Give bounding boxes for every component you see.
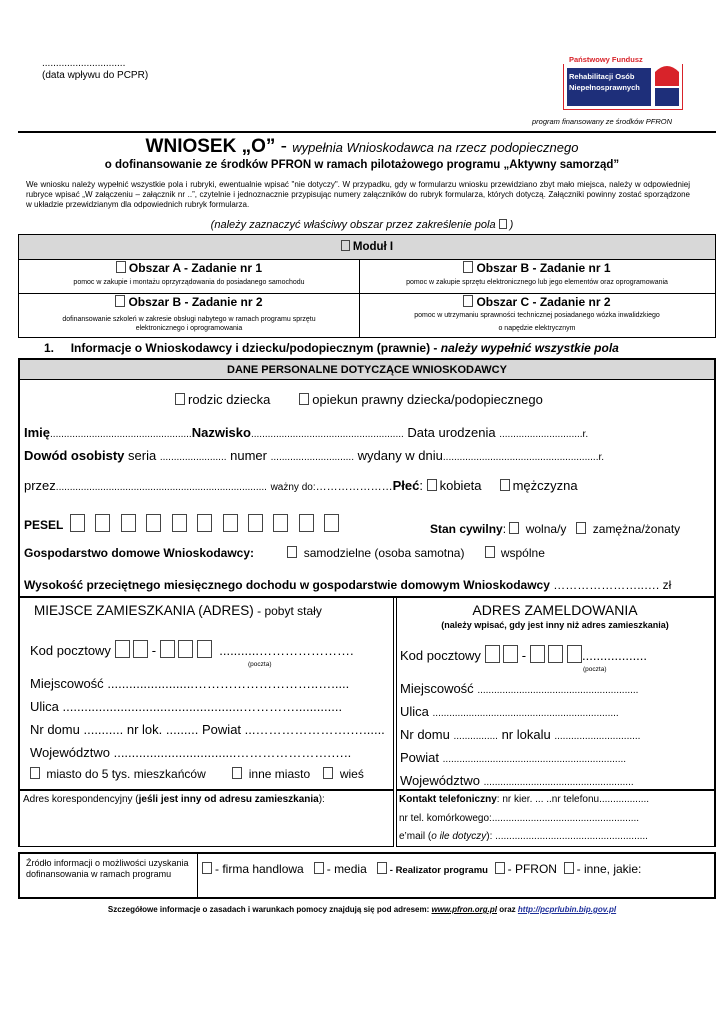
phone-field: : nr kier. ... ..nr telefonu.................. bbox=[496, 794, 650, 805]
reg-postcode-digit[interactable] bbox=[567, 645, 582, 663]
src-media-checkbox[interactable] bbox=[314, 862, 324, 874]
household-label: Gospodarstwo domowe Wnioskodawcy: bbox=[24, 546, 255, 560]
email-italic: o ile dotyczy bbox=[431, 831, 487, 842]
reg-postcode-digit[interactable] bbox=[530, 645, 545, 663]
marital-row: Stan cywilny: wolna/y zamężna/żonaty bbox=[430, 522, 681, 536]
footer bbox=[0, 905, 724, 914]
footer-link-pfron[interactable]: www.pfron.org.pl bbox=[431, 905, 497, 914]
female-checkbox[interactable] bbox=[427, 479, 437, 491]
household-shared-checkbox[interactable] bbox=[485, 546, 495, 558]
reg-voiv-field[interactable]: ...................................................... bbox=[483, 777, 634, 788]
phone-label: Kontakt telefoniczny bbox=[399, 794, 497, 805]
res-street-field[interactable]: ..................................................…………............. bbox=[62, 699, 343, 714]
res-postcode-row: Kod pocztowy - ...........…………………. bbox=[30, 640, 354, 658]
village-label: wieś bbox=[339, 767, 364, 781]
personal-data-box bbox=[18, 358, 716, 598]
female-label: kobieta bbox=[439, 478, 482, 493]
pesel-digit[interactable] bbox=[299, 514, 314, 532]
household-shared-label: wspólne bbox=[500, 546, 545, 560]
email-row[interactable] bbox=[399, 831, 648, 842]
pesel-digit[interactable] bbox=[273, 514, 288, 532]
marital-label: Stan cywilny bbox=[430, 522, 503, 536]
note-checkbox bbox=[499, 219, 507, 229]
header-rule bbox=[18, 131, 716, 133]
reg-postcode-digit[interactable] bbox=[503, 645, 518, 663]
male-label: mężczyzna bbox=[512, 478, 578, 493]
date-dots: .............................. bbox=[42, 58, 126, 69]
a1-title: Obszar A - Zadanie nr 1 bbox=[128, 261, 263, 275]
mark-note: (należy zaznaczyć właściwy obszar przez zakreślenie pola bbox=[210, 219, 496, 231]
pesel-digit[interactable] bbox=[121, 514, 136, 532]
valid-to-field[interactable]: ………………… bbox=[315, 481, 393, 493]
a1-checkbox[interactable] bbox=[116, 261, 126, 273]
married-label: zamężna/żonaty bbox=[592, 522, 681, 536]
income-unit: zł bbox=[662, 578, 672, 592]
personal-header: DANE PERSONALNE DOTYCZĄCE WNIOSKODAWCY bbox=[20, 360, 714, 380]
reg-post-field[interactable]: .................. bbox=[582, 648, 648, 663]
mobile-row[interactable]: nr tel. komórkowego:..................................................... bbox=[399, 813, 640, 824]
logo-line1: Państwowy Fundusz bbox=[569, 55, 643, 64]
title-dash: - bbox=[275, 136, 293, 157]
logo-line3: Niepełnosprawnych bbox=[569, 83, 640, 92]
reg-city-row bbox=[400, 681, 638, 696]
section1-number: 1. bbox=[44, 341, 55, 355]
res-postcode-label: Kod pocztowy bbox=[30, 643, 111, 658]
id-series-label: seria bbox=[128, 448, 157, 463]
reg-county-field[interactable]: .................................................................. bbox=[442, 754, 627, 765]
last-name-field[interactable]: ....................................................... bbox=[250, 429, 404, 440]
reg-city-label: Miejscowość bbox=[400, 681, 474, 696]
section1-title: Informacje o Wnioskodawcy i dziecku/podopiecznym (prawnie) - bbox=[70, 341, 441, 355]
pesel-digit[interactable] bbox=[223, 514, 238, 532]
res-street-row bbox=[30, 699, 342, 714]
b2-desc: dofinansowanie szkoleń w zakresie obsługi nabytego w ramach programu sprzętu elektronicznego i oprogramowania bbox=[62, 316, 316, 332]
pesel-row bbox=[24, 514, 339, 534]
village-checkbox[interactable] bbox=[323, 767, 333, 779]
form-title bbox=[0, 136, 724, 158]
reg-postcode-row: Kod pocztowy - .................. bbox=[400, 645, 647, 663]
mark-note-line: (należy zaznaczyć właściwy obszar przez zakreślenie pola ) bbox=[210, 219, 514, 231]
role-parent-label: rodzic dziecka bbox=[188, 392, 271, 407]
pesel-digit[interactable] bbox=[70, 514, 85, 532]
town-small-label: miasto do 5 tys. mieszkańców bbox=[46, 767, 206, 781]
footer-mid: oraz bbox=[497, 905, 518, 914]
src-realizer-checkbox[interactable] bbox=[377, 862, 387, 874]
id-doc-label: Dowód osobisty bbox=[24, 448, 125, 463]
name-row bbox=[24, 425, 710, 440]
role-options bbox=[175, 392, 543, 407]
program-note: program finansowany ze środków PFRON bbox=[532, 117, 673, 126]
area-a1[interactable] bbox=[19, 261, 359, 275]
c2-desc1: pomoc w utrzymaniu sprawności technicznej posiadanego wózka inwalidzkiego bbox=[414, 312, 660, 319]
reg-voiv-label: Województwo bbox=[400, 773, 480, 788]
reg-flat-label: nr lokalu bbox=[501, 727, 551, 742]
first-name-field[interactable]: ................................................... bbox=[50, 429, 192, 440]
date-label: (data wpływu do PCPR) bbox=[42, 70, 149, 81]
pfron-logo bbox=[563, 50, 683, 110]
corr-label: Adres korespondencyjny ( bbox=[23, 794, 139, 805]
contact-box bbox=[396, 789, 716, 847]
income-field[interactable]: …………………..…. bbox=[553, 578, 660, 592]
town-checkbox[interactable] bbox=[232, 767, 242, 779]
res-city-field[interactable]: ........................………………………..…..... bbox=[107, 676, 350, 691]
registration-note: (należy wpisać, gdy jest inny niż adres zamieszkania) bbox=[441, 620, 669, 630]
src-other-label: - inne, jakie: bbox=[576, 862, 642, 876]
pesel-digit[interactable] bbox=[197, 514, 212, 532]
reg-voiv-row bbox=[400, 773, 634, 788]
id-row bbox=[24, 448, 604, 463]
src-company-label: - firma handlowa bbox=[215, 862, 304, 876]
reg-county-row bbox=[400, 750, 626, 765]
reg-street-label: Ulica bbox=[400, 704, 429, 719]
b1-title: Obszar B - Zadanie nr 1 bbox=[476, 261, 611, 275]
source-box bbox=[18, 852, 716, 899]
registration-title: ADRES ZAMELDOWANIA bbox=[472, 602, 638, 618]
sex-label: Płeć bbox=[392, 478, 420, 493]
reg-city-field[interactable]: .......................................................... bbox=[477, 685, 639, 696]
logo-line2: Rehabilitacji Osób bbox=[569, 72, 635, 81]
module-table bbox=[18, 234, 716, 338]
town-label: inne miasto bbox=[248, 767, 311, 781]
role-guardian-checkbox[interactable] bbox=[299, 393, 309, 405]
res-county-label: Powiat bbox=[202, 722, 242, 737]
title-line2: o dofinansowanie ze środków PFRON w ramach pilotażowego programu „Aktywny samorząd” bbox=[104, 159, 620, 171]
res-flat-field[interactable]: ......... bbox=[165, 722, 199, 737]
res-locality-row bbox=[30, 767, 364, 781]
pesel-label: PESEL bbox=[24, 518, 64, 532]
reg-postcode-digit[interactable] bbox=[548, 645, 563, 663]
last-name-label: Nazwisko bbox=[191, 425, 251, 440]
household-alone-checkbox[interactable] bbox=[287, 546, 297, 558]
src-company-checkbox[interactable] bbox=[202, 862, 212, 874]
correspondence-box[interactable] bbox=[18, 789, 394, 847]
reg-street-row bbox=[400, 704, 619, 719]
single-checkbox[interactable] bbox=[509, 522, 519, 534]
area-c2[interactable] bbox=[359, 295, 715, 309]
section1-title-italic: należy wypełnić wszystkie pola bbox=[440, 341, 619, 355]
email-pre: e’mail ( bbox=[399, 831, 432, 842]
source-label: Źródło informacji o możliwości uzyskania dofinansowania w ramach programu bbox=[26, 858, 189, 879]
pesel-digit[interactable] bbox=[248, 514, 263, 532]
c2-desc2: o napędzie elektrycznym bbox=[498, 325, 576, 332]
src-realizer-label: - Realizator programu bbox=[389, 865, 488, 876]
residence-title-main: MIEJSCE ZAMIESZKANIA (ADRES) bbox=[34, 603, 254, 618]
id-series-field[interactable]: ........................ bbox=[159, 452, 227, 463]
module-checkbox[interactable] bbox=[341, 240, 350, 251]
footer-text: Szczegółowe informacje o zasadach i warunkach pomocy znajdują się pod adresem: bbox=[107, 905, 432, 914]
res-county-field[interactable]: ...………………….…...... bbox=[244, 722, 385, 737]
id-issued-label: wydany w dniu bbox=[357, 448, 443, 463]
a1-desc: pomoc w zakupie i montażu oprzyrządowania do posiadanego samochodu bbox=[73, 279, 305, 286]
correspondence-label bbox=[23, 794, 325, 805]
res-flat-label: nr lok. bbox=[126, 722, 163, 737]
pesel-digit[interactable] bbox=[95, 514, 110, 532]
src-media-label: - media bbox=[326, 862, 367, 876]
male-checkbox[interactable] bbox=[500, 479, 510, 491]
src-other-checkbox[interactable] bbox=[564, 862, 574, 874]
res-street-label: Ulica bbox=[30, 699, 59, 714]
instructions: We wniosku należy wypełnić wszystkie pola i rubryki, ewentualnie wpisać "nie dotyczy". W przypadku, gdy w formularzu wniosku przewidziano zbyt mało miejsca, należy w odpowiedniej rubryce wpisać „W załączeniu – załącznik nr ..”, czytelnie i jednoznacznie przypisując numery załączników do rubryk formularza, których dotyczą. Załączniki powinny zostać sporządzone w układzie przewidzianym dla odpowiednich rubryk formularza. bbox=[26, 180, 690, 209]
b1-checkbox[interactable] bbox=[463, 261, 473, 273]
section1-heading bbox=[44, 341, 619, 355]
residence-title bbox=[34, 603, 322, 618]
issuer-field[interactable]: ............................................................................ bbox=[55, 482, 267, 493]
res-postcode-digit[interactable] bbox=[115, 640, 130, 658]
id-number-label: numer bbox=[230, 448, 267, 463]
household-row bbox=[24, 546, 545, 560]
income-row bbox=[24, 578, 671, 592]
b1-desc: pomoc w zakupie sprzętu elektronicznego lub jego elementów oraz oprogramowania bbox=[406, 279, 668, 286]
role-parent-checkbox[interactable] bbox=[175, 393, 185, 405]
reg-flat-field[interactable]: ............................... bbox=[554, 731, 641, 742]
pesel-digit[interactable] bbox=[172, 514, 187, 532]
phone-row[interactable] bbox=[399, 794, 649, 805]
b2-title: Obszar B - Zadanie nr 2 bbox=[128, 295, 263, 309]
issuer-row: przez............................................................................ ważny do:…………………Płeć: kobieta mężczyzna bbox=[24, 478, 578, 493]
issuer-label: przez bbox=[24, 478, 56, 493]
reg-house-row bbox=[400, 727, 640, 742]
res-voiv-field[interactable]: ..................................………………….….. bbox=[113, 745, 352, 760]
residence-box bbox=[18, 596, 394, 791]
married-checkbox[interactable] bbox=[576, 522, 586, 534]
corr-bold: jeśli jest inny od adresu zamieszkania bbox=[138, 794, 319, 805]
res-postcode-digit[interactable] bbox=[133, 640, 148, 658]
res-house-field[interactable]: ........... bbox=[83, 722, 124, 737]
reg-house-field[interactable]: ................ bbox=[453, 731, 498, 742]
role-guardian-label: opiekun prawny dziecka/podopiecznego bbox=[312, 392, 543, 407]
res-voiv-row bbox=[30, 745, 351, 760]
res-house-row bbox=[30, 722, 385, 737]
reg-house-label: Nr domu bbox=[400, 727, 450, 742]
reg-postcode-label: Kod pocztowy bbox=[400, 648, 481, 663]
b2-checkbox[interactable] bbox=[115, 295, 125, 307]
res-house-label: Nr domu bbox=[30, 722, 80, 737]
res-post-field[interactable]: ...........…………………. bbox=[219, 643, 354, 658]
reg-street-field[interactable]: ................................................................... bbox=[432, 708, 619, 719]
src-pfron-checkbox[interactable] bbox=[495, 862, 505, 874]
single-label: wolna/y bbox=[525, 522, 567, 536]
pesel-digit[interactable] bbox=[146, 514, 161, 532]
title-sub: wypełnia Wnioskodawca na rzecz podopiecznego bbox=[292, 140, 579, 155]
reg-county-label: Powiat bbox=[400, 750, 440, 765]
src-pfron-label: - PFRON bbox=[507, 862, 557, 876]
reg-postcode-digit[interactable] bbox=[485, 645, 500, 663]
res-city-row bbox=[30, 676, 349, 691]
res-voiv-label: Województwo bbox=[30, 745, 110, 760]
module-header bbox=[19, 235, 715, 259]
birth-date-field[interactable]: ..............................r. bbox=[499, 429, 589, 440]
registration-box bbox=[396, 596, 716, 791]
c2-title: Obszar C - Zadanie nr 2 bbox=[476, 295, 611, 309]
pesel-digit[interactable] bbox=[324, 514, 339, 532]
valid-to-label: ważny do: bbox=[270, 482, 316, 493]
c2-checkbox[interactable] bbox=[463, 295, 473, 307]
email-post: ): ....................................................... bbox=[486, 831, 648, 842]
reg-poczta: (poczta) bbox=[583, 666, 607, 673]
birth-date-label: Data urodzenia bbox=[407, 425, 496, 440]
household-alone-label: samodzielne (osoba samotna) bbox=[303, 546, 465, 560]
res-postcode-digit[interactable] bbox=[178, 640, 193, 658]
town-small-checkbox[interactable] bbox=[30, 767, 40, 779]
title-main: WNIOSEK „O” bbox=[145, 136, 276, 157]
income-label: Wysokość przeciętnego miesięcznego dochodu w gospodarstwie domowym Wnioskodawcy bbox=[24, 578, 550, 592]
corr-end: ): bbox=[318, 794, 325, 805]
residence-title-suffix: - pobyt stały bbox=[253, 604, 322, 618]
res-postcode-digit[interactable] bbox=[197, 640, 212, 658]
res-poczta: (poczta) bbox=[248, 661, 272, 668]
first-name-label: Imię bbox=[24, 425, 51, 440]
area-b2[interactable] bbox=[19, 295, 359, 309]
footer-link-pcpr[interactable]: http://pcprlubin.bip.gov.pl bbox=[517, 905, 617, 914]
id-number-field[interactable]: .............................. bbox=[270, 452, 354, 463]
area-b1[interactable] bbox=[359, 261, 715, 275]
source-options bbox=[202, 862, 641, 876]
res-city-label: Miejscowość bbox=[30, 676, 104, 691]
module-title: Moduł I bbox=[352, 241, 394, 253]
id-issued-field[interactable]: ........................................................r. bbox=[442, 452, 605, 463]
res-postcode-digit[interactable] bbox=[160, 640, 175, 658]
